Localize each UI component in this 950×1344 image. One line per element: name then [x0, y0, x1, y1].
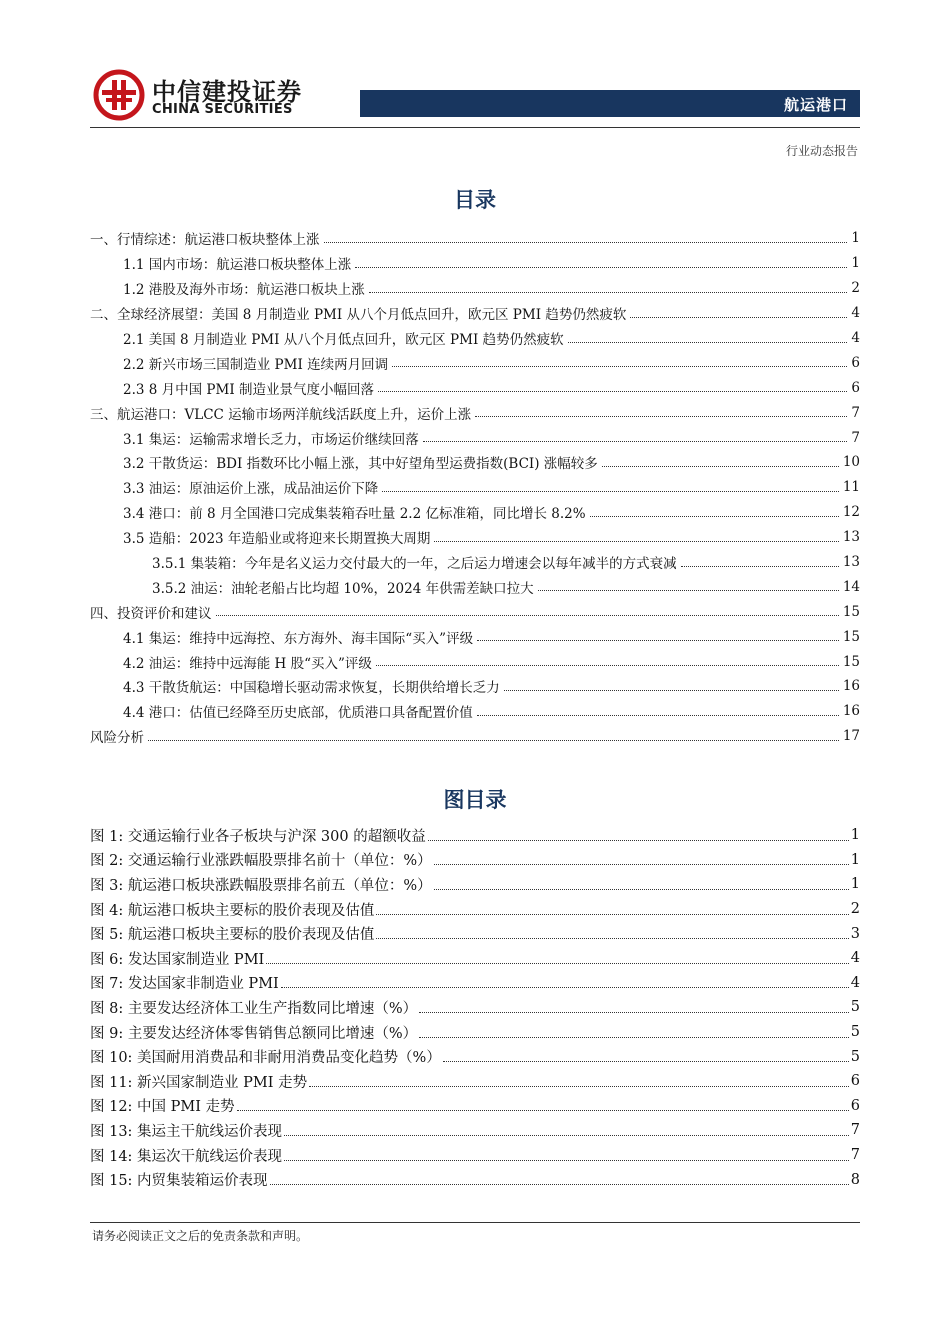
leader-dots [443, 1061, 849, 1062]
leader-dots [590, 516, 839, 517]
toc-entry[interactable]: 一、行情综述：航运港口板块整体上涨 1 [90, 230, 860, 249]
leader-dots [423, 441, 848, 442]
leader-dots [681, 566, 839, 567]
leader-dots [237, 1110, 849, 1111]
toc-entry[interactable]: 2.2 新兴市场三国制造业 PMI 连续两月回调 6 [123, 354, 860, 373]
leader-dots [504, 690, 839, 691]
toc-entry[interactable]: 三、航运港口：VLCC 运输市场两洋航线活跃度上升，运价上涨 7 [90, 404, 860, 423]
leader-dots [376, 914, 848, 915]
toc-entry[interactable]: 3.5.1 集装箱：今年是名义运力交付最大的一年，之后运力增速会以每年减半的方式衰减 13 [152, 554, 860, 573]
leader-dots [419, 1037, 849, 1038]
toc-entry[interactable]: 3.1 集运：运输需求增长乏力，市场运价继续回落 7 [123, 429, 860, 448]
footer-divider [90, 1222, 860, 1223]
leader-dots [355, 267, 847, 268]
leader-dots [428, 840, 849, 841]
toc-entry[interactable]: 1.1 国内市场：航运港口板块整体上涨 1 [123, 255, 860, 274]
report-type-label: 行业动态报告 [785, 144, 858, 158]
leader-dots [568, 342, 848, 343]
leader-dots [434, 889, 849, 890]
company-logo [92, 68, 332, 124]
leader-dots [419, 1012, 849, 1013]
leader-dots [284, 1135, 849, 1136]
toc-entry[interactable]: 2.1 美国 8 月制造业 PMI 从八个月低点回升，欧元区 PMI 趋势仍然疲软 4 [123, 330, 860, 348]
disclaimer-text: 请务必阅读正文之后的免责条款和声明。 [92, 1229, 309, 1243]
leader-dots [434, 864, 849, 865]
leader-dots [477, 715, 839, 716]
toc-entry[interactable]: 2.3 8 月中国 PMI 制造业景气度小幅回落 6 [123, 379, 860, 398]
toc-entry[interactable]: 3.5.2 油运：油轮老船占比均超 10%，2024 年供需差缺口拉大 14 [152, 578, 860, 597]
toc-entry[interactable]: 3.5 造船：2023 年造船业或将迎来长期置换大周期 13 [123, 529, 860, 548]
toc-entry[interactable]: 4.1 集运：维持中远海控、东方海外、海丰国际“买入”评级 15 [123, 628, 860, 647]
figure-entry[interactable]: 图 2: 交通运输行业涨跌幅股票排名前十（单位：%） 1 [90, 851, 860, 870]
leader-dots [376, 665, 839, 666]
toc-title: 目录 [454, 188, 496, 212]
figure-list-title: 图目录 [443, 788, 507, 812]
figure-entry[interactable]: 图 5: 航运港口板块主要标的股价表现及估值 3 [90, 925, 860, 944]
leader-dots [602, 466, 839, 467]
figure-entry[interactable]: 图 8: 主要发达经济体工业生产指数同比增速（%） 5 [90, 999, 860, 1017]
leader-dots [281, 987, 849, 988]
leader-dots [376, 938, 848, 939]
toc-entry[interactable]: 1.2 港股及海外市场：航运港口板块上涨 2 [123, 280, 860, 299]
citic-emblem-icon [92, 68, 146, 122]
sector-label: 航运港口 [783, 96, 848, 114]
figure-entry[interactable]: 图 1: 交通运输行业各子板块与沪深 300 的超额收益 1 [90, 827, 860, 845]
toc-entry[interactable]: 4.3 干散货航运：中国稳增长驱动需求恢复，长期供给增长乏力 16 [123, 678, 860, 697]
leader-dots [216, 615, 839, 616]
leader-dots [378, 391, 847, 392]
figure-entry[interactable]: 图 7: 发达国家非制造业 PMI 4 [90, 974, 860, 993]
logo-cn-text: 中信建投证券 [152, 78, 302, 106]
header-divider [90, 127, 860, 128]
figure-entry[interactable]: 图 6: 发达国家制造业 PMI 4 [90, 950, 860, 968]
leader-dots [270, 1184, 849, 1185]
figure-entry[interactable]: 图 15: 内贸集装箱运价表现 8 [90, 1171, 860, 1190]
toc-entry[interactable]: 二、全球经济展望：美国 8 月制造业 PMI 从八个月低点回升，欧元区 PMI 趋势仍然疲软 4 [90, 305, 860, 324]
figure-entry[interactable]: 图 11: 新兴国家制造业 PMI 走势 6 [90, 1073, 860, 1091]
toc-entry[interactable]: 4.4 港口：估值已经降至历史底部，优质港口具备配置价值 16 [123, 703, 860, 722]
figure-entry[interactable]: 图 10: 美国耐用消费品和非耐用消费品变化趋势（%） 5 [90, 1048, 860, 1067]
leader-dots [434, 541, 838, 542]
logo-en-text: CHINA SECURITIES [152, 102, 293, 117]
figure-entry[interactable]: 图 9: 主要发达经济体零售销售总额同比增速（%） 5 [90, 1024, 860, 1042]
figure-entry[interactable]: 图 14: 集运次干航线运价表现 7 [90, 1147, 860, 1165]
toc-entry[interactable]: 风险分析 17 [90, 728, 860, 747]
leader-dots [538, 590, 839, 591]
figure-list [90, 823, 860, 1192]
leader-dots [309, 1086, 849, 1087]
leader-dots [266, 963, 848, 964]
figure-entry[interactable]: 图 4: 航运港口板块主要标的股价表现及估值 2 [90, 901, 860, 919]
leader-dots [148, 740, 839, 741]
sector-banner [360, 90, 860, 117]
leader-dots [630, 317, 847, 318]
leader-dots [382, 491, 839, 492]
figure-entry[interactable]: 图 12: 中国 PMI 走势 6 [90, 1097, 860, 1116]
toc-entry[interactable]: 4.2 油运：维持中远海能 H 股“买入”评级 15 [123, 653, 860, 672]
figure-entry[interactable]: 图 3: 航运港口板块涨跌幅股票排名前五（单位：%） 1 [90, 876, 860, 894]
leader-dots [477, 640, 839, 641]
leader-dots [369, 292, 848, 293]
toc-entry[interactable]: 3.3 油运：原油运价上涨，成品油运价下降 11 [123, 479, 860, 498]
figure-entry[interactable]: 图 13: 集运主干航线运价表现 7 [90, 1122, 860, 1140]
leader-dots [324, 242, 848, 243]
toc-list [90, 226, 860, 749]
toc-entry[interactable]: 3.4 港口：前 8 月全国港口完成集装箱吞吐量 2.2 亿标准箱，同比增长 8.2% 12 [123, 504, 860, 523]
leader-dots [392, 366, 847, 367]
toc-entry[interactable]: 3.2 干散货运：BDI 指数环比小幅上涨，其中好望角型运费指数(BCI) 涨幅较多 10 [123, 454, 860, 473]
leader-dots [475, 416, 847, 417]
leader-dots [284, 1160, 849, 1161]
toc-entry[interactable]: 四、投资评价和建议 15 [90, 603, 860, 622]
